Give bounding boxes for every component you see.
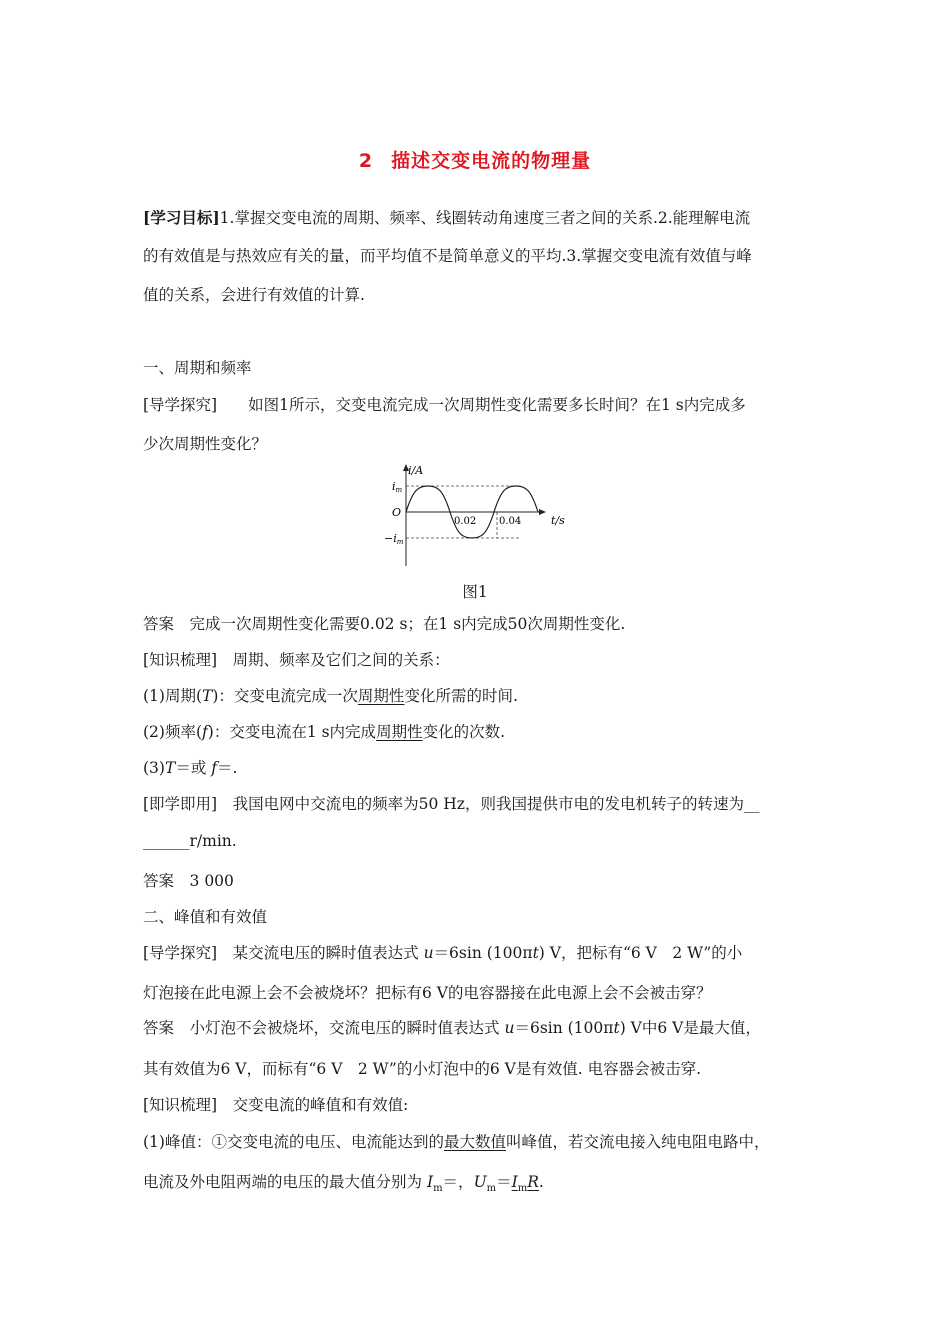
peak-line-2: 电流及外电阻两端的电压的最大值分别为 $I_m=$，$U_m=I_mR$.	[143, 1173, 544, 1195]
explore-label: [导学探究]	[143, 396, 218, 414]
objectives-text-1: 1.掌握交变电流的周期、频率、线圈转动角速度三者之间的关系.2.能理解电流	[219, 209, 751, 227]
section2-heading: 二、峰值和有效值	[143, 908, 268, 926]
answer2-label: 答案	[143, 872, 175, 890]
knowledge2-text: 交变电流的峰值和有效值:	[232, 1096, 409, 1114]
objectives-label: [学习目标]	[143, 208, 220, 227]
objectives-line-1	[143, 206, 750, 228]
page-title	[0, 146, 950, 173]
section2-explore-line-1: [导学探究] 某交流电压的瞬时值表达式 u＝6sin (100πt) V，把标有“6 V 2 W”的小	[143, 944, 743, 962]
answer2-text: 3 000	[189, 872, 234, 890]
knowledge2-label: [知识梳理]	[143, 1096, 218, 1114]
section1-explore-line-2: 少次周期性变化？	[143, 435, 268, 453]
y-axis-label: i/A	[408, 464, 424, 477]
relation-item: (3)T＝或 f＝.	[143, 759, 238, 777]
answer2-line	[143, 869, 234, 891]
apply-line-2: ______r/min.	[143, 832, 237, 850]
apply-label: [即学即用]	[143, 795, 218, 813]
apply-line-1	[143, 792, 759, 814]
x-axis-label: t/s	[551, 514, 565, 527]
section2-explore-line-2: 灯泡接在此电源上会不会被烧坏？把标有6 V的电容器接在此电源上会不会被击穿？	[143, 984, 712, 1002]
tick-label-0-04: 0.04	[499, 516, 522, 527]
section2-answer-line-2: 其有效值为6 V，而标有“6 V 2 W”的小灯泡中的6 V是有效值. 电容器会被击穿.	[143, 1060, 702, 1078]
frequency-item: (2)频率(f)：交变电流在1 s内完成周期性变化的次数.	[143, 723, 506, 741]
title-text: 描述交变电流的物理量	[391, 150, 592, 172]
trough-label: −im	[384, 532, 404, 546]
answer3-label: 答案	[143, 1019, 175, 1037]
knowledge1-line	[143, 648, 450, 670]
peak-label: im	[392, 480, 403, 494]
title-number: 2	[358, 150, 374, 172]
sine-wave-figure	[380, 462, 580, 572]
period-item: (1)周期(T)：交变电流完成一次周期性变化所需的时间.	[143, 687, 518, 705]
tick-label-0-02: 0.02	[454, 516, 477, 527]
x-axis-arrow	[539, 509, 546, 515]
origin-label: O	[392, 506, 402, 519]
explore2-label: [导学探究]	[143, 944, 218, 962]
knowledge1-text: 周期、频率及它们之间的关系：	[232, 651, 450, 669]
section1-heading: 一、周期和频率	[143, 359, 252, 377]
answer1-line	[143, 612, 625, 634]
knowledge2-line	[143, 1093, 408, 1115]
answer1-label: 答案	[143, 615, 175, 633]
answer1-text: 完成一次周期性变化需要0.02 s；在1 s内完成50次周期性变化.	[189, 615, 626, 633]
apply-text-1: 我国电网中交流电的频率为50 Hz，则我国提供市电的发电机转子的转速为__	[232, 795, 760, 813]
knowledge1-label: [知识梳理]	[143, 651, 218, 669]
section1-explore-line-1	[143, 393, 746, 415]
objectives-line-2: 的有效值是与热效应有关的量，而平均值不是简单意义的平均.3.掌握交变电流有效值与峰	[143, 247, 752, 265]
section2-answer-line-1: 答案 小灯泡不会被烧坏，交流电压的瞬时值表达式 u＝6sin (100πt) V中6 V是最大值，	[143, 1019, 761, 1037]
figure-caption: 图1	[462, 583, 488, 601]
explore-text-1: 如图1所示，交变电流完成一次周期性变化需要多长时间？在1 s内完成多	[232, 396, 746, 414]
objectives-line-3: 值的关系，会进行有效值的计算.	[143, 286, 365, 304]
peak-line-1: (1)峰值：①交变电流的电压、电流能达到的最大数值叫峰值，若交流电接入纯电阻电路中，	[143, 1133, 770, 1151]
